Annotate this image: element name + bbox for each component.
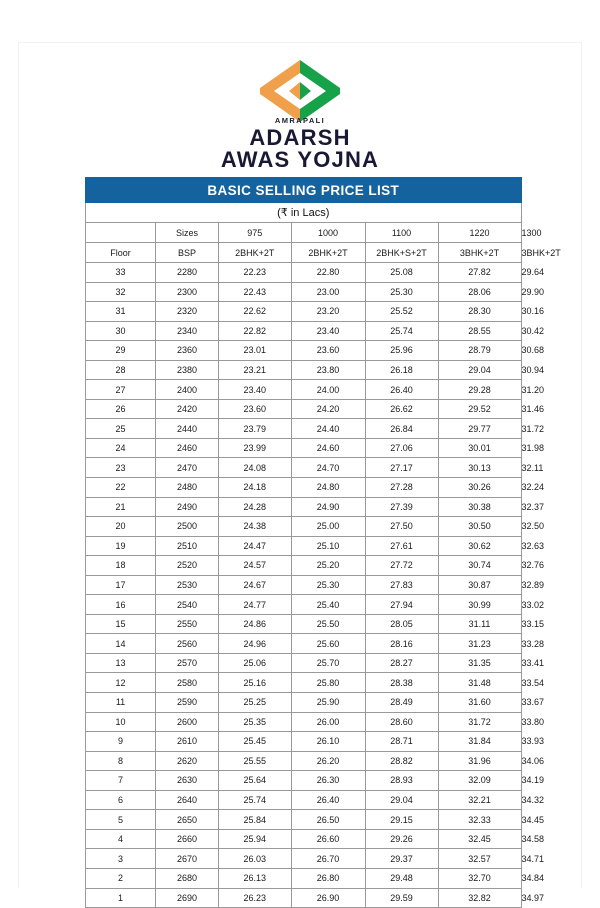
cell-bsp: 2520 xyxy=(156,556,219,576)
cell-floor: 15 xyxy=(86,614,156,634)
table-row: 16 2540 24.77 25.40 27.94 30.99 33.02 xyxy=(86,595,522,615)
cell-price-3: 30.99 xyxy=(438,595,521,615)
cell-bsp: 2570 xyxy=(156,653,219,673)
cell-floor: 11 xyxy=(86,693,156,713)
table-unit-row xyxy=(86,203,522,223)
cell-price-0: 25.64 xyxy=(219,771,292,791)
cell-price-3: 31.72 xyxy=(438,712,521,732)
table-row: 14 2560 24.96 25.60 28.16 31.23 33.28 xyxy=(86,634,522,654)
cell-price-2: 27.50 xyxy=(365,517,438,537)
cell-floor: 22 xyxy=(86,478,156,498)
cell-price-0: 24.08 xyxy=(219,458,292,478)
header-blank-cell xyxy=(86,223,156,243)
table-row: 28 2380 23.21 23.80 26.18 29.04 30.94 xyxy=(86,360,522,380)
cell-price-2: 25.52 xyxy=(365,302,438,322)
brand-logo xyxy=(0,60,600,172)
table-row: 11 2590 25.25 25.90 28.49 31.60 33.67 xyxy=(86,693,522,713)
cell-price-0: 25.84 xyxy=(219,810,292,830)
cell-price-2: 26.84 xyxy=(365,419,438,439)
cell-price-2: 25.96 xyxy=(365,341,438,361)
cell-price-1: 23.80 xyxy=(291,360,365,380)
cell-bsp: 2600 xyxy=(156,712,219,732)
cell-price-2: 28.93 xyxy=(365,771,438,791)
table-row: 1 2690 26.23 26.90 29.59 32.82 34.97 xyxy=(86,888,522,908)
table-unit-note: (₹ in Lacs) xyxy=(86,203,522,223)
cell-bsp: 2560 xyxy=(156,634,219,654)
cell-price-3: 29.04 xyxy=(438,360,521,380)
cell-price-0: 22.43 xyxy=(219,282,292,302)
brand-name-line1: ADARSH xyxy=(249,125,351,150)
table-row: 31 2320 22.62 23.20 25.52 28.30 30.16 xyxy=(86,302,522,322)
cell-price-2: 26.40 xyxy=(365,380,438,400)
cell-price-1: 23.40 xyxy=(291,321,365,341)
cell-price-1: 24.90 xyxy=(291,497,365,517)
cell-price-3: 30.74 xyxy=(438,556,521,576)
header-size-1100: 1100 xyxy=(365,223,438,243)
cell-bsp: 2610 xyxy=(156,732,219,752)
cell-price-0: 23.01 xyxy=(219,341,292,361)
cell-price-2: 28.16 xyxy=(365,634,438,654)
cell-price-0: 23.79 xyxy=(219,419,292,439)
cell-price-1: 26.70 xyxy=(291,849,365,869)
cell-bsp: 2680 xyxy=(156,868,219,888)
cell-floor: 20 xyxy=(86,517,156,537)
cell-price-0: 26.13 xyxy=(219,868,292,888)
cell-floor: 27 xyxy=(86,380,156,400)
table-row: 24 2460 23.99 24.60 27.06 30.01 31.98 xyxy=(86,438,522,458)
cell-floor: 32 xyxy=(86,282,156,302)
cell-price-0: 25.06 xyxy=(219,653,292,673)
cell-price-2: 28.71 xyxy=(365,732,438,752)
cell-bsp: 2650 xyxy=(156,810,219,830)
cell-price-1: 25.00 xyxy=(291,517,365,537)
cell-price-3: 29.77 xyxy=(438,419,521,439)
cell-price-0: 24.86 xyxy=(219,614,292,634)
cell-bsp: 2590 xyxy=(156,693,219,713)
cell-floor: 16 xyxy=(86,595,156,615)
cell-price-3: 30.01 xyxy=(438,438,521,458)
cell-floor: 12 xyxy=(86,673,156,693)
table-row: 23 2470 24.08 24.70 27.17 30.13 32.11 xyxy=(86,458,522,478)
amrapali-logo-mark xyxy=(260,60,340,125)
cell-floor: 19 xyxy=(86,536,156,556)
cell-price-2: 27.61 xyxy=(365,536,438,556)
cell-price-2: 27.39 xyxy=(365,497,438,517)
cell-price-2: 29.26 xyxy=(365,829,438,849)
cell-price-0: 24.77 xyxy=(219,595,292,615)
cell-price-3: 28.79 xyxy=(438,341,521,361)
cell-price-2: 28.27 xyxy=(365,653,438,673)
table-row: 33 2280 22.23 22.80 25.08 27.82 29.64 xyxy=(86,263,522,283)
cell-price-0: 26.03 xyxy=(219,849,292,869)
cell-price-2: 27.17 xyxy=(365,458,438,478)
cell-price-2: 29.04 xyxy=(365,790,438,810)
cell-price-2: 27.06 xyxy=(365,438,438,458)
cell-price-0: 24.18 xyxy=(219,478,292,498)
cell-bsp: 2470 xyxy=(156,458,219,478)
cell-price-2: 26.18 xyxy=(365,360,438,380)
cell-bsp: 2300 xyxy=(156,282,219,302)
cell-price-0: 23.60 xyxy=(219,399,292,419)
table-row: 3 2670 26.03 26.70 29.37 32.57 34.71 xyxy=(86,849,522,869)
cell-price-1: 26.80 xyxy=(291,868,365,888)
cell-bsp: 2480 xyxy=(156,478,219,498)
table-row: 26 2420 23.60 24.20 26.62 29.52 31.46 xyxy=(86,399,522,419)
cell-floor: 6 xyxy=(86,790,156,810)
table-row: 10 2600 25.35 26.00 28.60 31.72 33.80 xyxy=(86,712,522,732)
cell-floor: 4 xyxy=(86,829,156,849)
header-types-row: Floor BSP 2BHK+2T 2BHK+2T 2BHK+S+2T 3BHK+2T 3BHK+2T xyxy=(86,243,522,263)
cell-bsp: 2360 xyxy=(156,341,219,361)
header-sizes-row: Sizes 975 1000 1100 1220 1300 xyxy=(86,223,522,243)
basic-selling-price-table xyxy=(85,177,561,908)
table-row: 20 2500 24.38 25.00 27.50 30.50 32.50 xyxy=(86,517,522,537)
cell-bsp: 2400 xyxy=(156,380,219,400)
cell-floor: 28 xyxy=(86,360,156,380)
header-sizes-label: Sizes xyxy=(156,223,219,243)
cell-price-1: 25.60 xyxy=(291,634,365,654)
cell-floor: 26 xyxy=(86,399,156,419)
header-type-1220: 3BHK+2T xyxy=(438,243,521,263)
table-row: 8 2620 25.55 26.20 28.82 31.96 34.06 xyxy=(86,751,522,771)
cell-price-0: 25.35 xyxy=(219,712,292,732)
cell-price-1: 24.20 xyxy=(291,399,365,419)
cell-bsp: 2490 xyxy=(156,497,219,517)
cell-price-1: 24.80 xyxy=(291,478,365,498)
price-list-container xyxy=(85,177,561,908)
cell-floor: 29 xyxy=(86,341,156,361)
table-row: 27 2400 23.40 24.00 26.40 29.28 31.20 xyxy=(86,380,522,400)
cell-bsp: 2540 xyxy=(156,595,219,615)
cell-price-0: 26.23 xyxy=(219,888,292,908)
cell-price-3: 31.35 xyxy=(438,653,521,673)
cell-floor: 31 xyxy=(86,302,156,322)
cell-price-3: 30.38 xyxy=(438,497,521,517)
table-row: 25 2440 23.79 24.40 26.84 29.77 31.72 xyxy=(86,419,522,439)
cell-bsp: 2420 xyxy=(156,399,219,419)
cell-price-3: 32.33 xyxy=(438,810,521,830)
cell-price-2: 25.30 xyxy=(365,282,438,302)
cell-floor: 3 xyxy=(86,849,156,869)
cell-floor: 2 xyxy=(86,868,156,888)
header-size-975: 975 xyxy=(219,223,292,243)
cell-price-0: 24.28 xyxy=(219,497,292,517)
table-title: BASIC SELLING PRICE LIST xyxy=(86,178,522,203)
cell-floor: 33 xyxy=(86,263,156,283)
cell-price-1: 26.40 xyxy=(291,790,365,810)
cell-price-2: 25.74 xyxy=(365,321,438,341)
cell-price-1: 26.20 xyxy=(291,751,365,771)
table-row: 19 2510 24.47 25.10 27.61 30.62 32.63 xyxy=(86,536,522,556)
cell-price-3: 28.06 xyxy=(438,282,521,302)
cell-price-2: 27.83 xyxy=(365,575,438,595)
cell-price-1: 25.20 xyxy=(291,556,365,576)
cell-price-3: 32.57 xyxy=(438,849,521,869)
table-row: 5 2650 25.84 26.50 29.15 32.33 34.45 xyxy=(86,810,522,830)
cell-price-3: 31.11 xyxy=(438,614,521,634)
cell-price-1: 26.90 xyxy=(291,888,365,908)
cell-bsp: 2620 xyxy=(156,751,219,771)
cell-price-2: 27.72 xyxy=(365,556,438,576)
cell-price-0: 22.23 xyxy=(219,263,292,283)
cell-price-2: 28.05 xyxy=(365,614,438,634)
cell-price-0: 25.16 xyxy=(219,673,292,693)
cell-floor: 30 xyxy=(86,321,156,341)
cell-bsp: 2380 xyxy=(156,360,219,380)
table-row: 12 2580 25.16 25.80 28.38 31.48 33.54 xyxy=(86,673,522,693)
brand-name-line2: AWAS YOJNA xyxy=(220,147,380,173)
cell-price-3: 30.87 xyxy=(438,575,521,595)
cell-price-2: 29.59 xyxy=(365,888,438,908)
cell-bsp: 2660 xyxy=(156,829,219,849)
cell-price-3: 32.82 xyxy=(438,888,521,908)
header-type-1000: 2BHK+2T xyxy=(291,243,365,263)
cell-floor: 9 xyxy=(86,732,156,752)
cell-price-3: 30.62 xyxy=(438,536,521,556)
cell-bsp: 2690 xyxy=(156,888,219,908)
cell-price-2: 29.15 xyxy=(365,810,438,830)
cell-price-3: 28.55 xyxy=(438,321,521,341)
cell-bsp: 2550 xyxy=(156,614,219,634)
cell-price-2: 26.62 xyxy=(365,399,438,419)
table-row: 2 2680 26.13 26.80 29.48 32.70 34.84 xyxy=(86,868,522,888)
cell-price-0: 25.74 xyxy=(219,790,292,810)
table-row: 13 2570 25.06 25.70 28.27 31.35 33.41 xyxy=(86,653,522,673)
cell-bsp: 2580 xyxy=(156,673,219,693)
cell-floor: 7 xyxy=(86,771,156,791)
cell-price-0: 23.21 xyxy=(219,360,292,380)
cell-price-0: 24.57 xyxy=(219,556,292,576)
cell-bsp: 2340 xyxy=(156,321,219,341)
table-row: 32 2300 22.43 23.00 25.30 28.06 29.90 xyxy=(86,282,522,302)
cell-price-2: 28.49 xyxy=(365,693,438,713)
table-title-row xyxy=(86,178,522,203)
cell-price-1: 23.20 xyxy=(291,302,365,322)
cell-price-3: 31.23 xyxy=(438,634,521,654)
cell-price-0: 25.94 xyxy=(219,829,292,849)
cell-price-0: 22.62 xyxy=(219,302,292,322)
cell-price-3: 32.09 xyxy=(438,771,521,791)
cell-bsp: 2440 xyxy=(156,419,219,439)
cell-price-1: 23.00 xyxy=(291,282,365,302)
cell-floor: 21 xyxy=(86,497,156,517)
cell-price-1: 26.00 xyxy=(291,712,365,732)
cell-floor: 10 xyxy=(86,712,156,732)
cell-price-1: 26.50 xyxy=(291,810,365,830)
cell-bsp: 2500 xyxy=(156,517,219,537)
cell-price-3: 31.60 xyxy=(438,693,521,713)
cell-floor: 17 xyxy=(86,575,156,595)
table-row: 9 2610 25.45 26.10 28.71 31.84 33.93 xyxy=(86,732,522,752)
cell-floor: 23 xyxy=(86,458,156,478)
cell-price-3: 27.82 xyxy=(438,263,521,283)
cell-price-3: 28.30 xyxy=(438,302,521,322)
header-bsp-label: BSP xyxy=(156,243,219,263)
cell-price-0: 23.99 xyxy=(219,438,292,458)
table-row: 29 2360 23.01 23.60 25.96 28.79 30.68 xyxy=(86,341,522,361)
cell-price-2: 27.94 xyxy=(365,595,438,615)
table-row: 21 2490 24.28 24.90 27.39 30.38 32.37 xyxy=(86,497,522,517)
cell-floor: 24 xyxy=(86,438,156,458)
brand-name xyxy=(221,127,379,172)
cell-price-2: 28.38 xyxy=(365,673,438,693)
cell-bsp: 2510 xyxy=(156,536,219,556)
cell-price-3: 31.48 xyxy=(438,673,521,693)
cell-price-1: 26.30 xyxy=(291,771,365,791)
cell-floor: 18 xyxy=(86,556,156,576)
cell-price-3: 29.52 xyxy=(438,399,521,419)
cell-price-0: 22.82 xyxy=(219,321,292,341)
cell-price-1: 25.10 xyxy=(291,536,365,556)
table-row: 7 2630 25.64 26.30 28.93 32.09 34.19 xyxy=(86,771,522,791)
cell-price-0: 23.40 xyxy=(219,380,292,400)
table-row: 17 2530 24.67 25.30 27.83 30.87 32.89 xyxy=(86,575,522,595)
table-row: 15 2550 24.86 25.50 28.05 31.11 33.15 xyxy=(86,614,522,634)
cell-price-1: 24.70 xyxy=(291,458,365,478)
cell-price-3: 31.84 xyxy=(438,732,521,752)
cell-bsp: 2320 xyxy=(156,302,219,322)
table-row: 6 2640 25.74 26.40 29.04 32.21 34.32 xyxy=(86,790,522,810)
brand-amrapali-text: AMRAPALI xyxy=(274,116,326,125)
cell-floor: 25 xyxy=(86,419,156,439)
cell-price-3: 30.26 xyxy=(438,478,521,498)
table-row: 30 2340 22.82 23.40 25.74 28.55 30.42 xyxy=(86,321,522,341)
cell-price-3: 30.13 xyxy=(438,458,521,478)
cell-price-2: 28.60 xyxy=(365,712,438,732)
cell-price-3: 30.50 xyxy=(438,517,521,537)
cell-price-1: 25.30 xyxy=(291,575,365,595)
cell-price-2: 27.28 xyxy=(365,478,438,498)
cell-price-1: 22.80 xyxy=(291,263,365,283)
cell-floor: 8 xyxy=(86,751,156,771)
cell-bsp: 2630 xyxy=(156,771,219,791)
cell-price-0: 24.96 xyxy=(219,634,292,654)
cell-bsp: 2670 xyxy=(156,849,219,869)
cell-price-1: 25.80 xyxy=(291,673,365,693)
cell-floor: 14 xyxy=(86,634,156,654)
cell-bsp: 2530 xyxy=(156,575,219,595)
cell-floor: 13 xyxy=(86,653,156,673)
cell-floor: 5 xyxy=(86,810,156,830)
cell-price-3: 29.28 xyxy=(438,380,521,400)
cell-price-2: 29.48 xyxy=(365,868,438,888)
cell-price-1: 25.70 xyxy=(291,653,365,673)
table-row: 18 2520 24.57 25.20 27.72 30.74 32.76 xyxy=(86,556,522,576)
cell-price-1: 25.50 xyxy=(291,614,365,634)
cell-price-0: 24.38 xyxy=(219,517,292,537)
cell-price-2: 25.08 xyxy=(365,263,438,283)
cell-bsp: 2460 xyxy=(156,438,219,458)
cell-price-0: 25.25 xyxy=(219,693,292,713)
cell-price-1: 25.40 xyxy=(291,595,365,615)
cell-price-3: 32.45 xyxy=(438,829,521,849)
cell-bsp: 2280 xyxy=(156,263,219,283)
header-type-975: 2BHK+2T xyxy=(219,243,292,263)
header-floor-label: Floor xyxy=(86,243,156,263)
cell-price-1: 24.00 xyxy=(291,380,365,400)
cell-price-0: 25.45 xyxy=(219,732,292,752)
header-size-1220: 1220 xyxy=(438,223,521,243)
cell-bsp: 2640 xyxy=(156,790,219,810)
cell-price-1: 25.90 xyxy=(291,693,365,713)
cell-price-1: 24.40 xyxy=(291,419,365,439)
header-size-1000: 1000 xyxy=(291,223,365,243)
cell-price-1: 26.10 xyxy=(291,732,365,752)
header-type-1100: 2BHK+S+2T xyxy=(365,243,438,263)
cell-price-3: 32.21 xyxy=(438,790,521,810)
cell-price-3: 31.96 xyxy=(438,751,521,771)
cell-price-2: 28.82 xyxy=(365,751,438,771)
cell-price-3: 32.70 xyxy=(438,868,521,888)
cell-price-0: 25.55 xyxy=(219,751,292,771)
cell-price-0: 24.67 xyxy=(219,575,292,595)
table-row: 4 2660 25.94 26.60 29.26 32.45 34.58 xyxy=(86,829,522,849)
cell-floor: 1 xyxy=(86,888,156,908)
cell-price-0: 24.47 xyxy=(219,536,292,556)
table-row: 22 2480 24.18 24.80 27.28 30.26 32.24 xyxy=(86,478,522,498)
cell-price-1: 23.60 xyxy=(291,341,365,361)
cell-price-1: 26.60 xyxy=(291,829,365,849)
cell-price-2: 29.37 xyxy=(365,849,438,869)
cell-price-1: 24.60 xyxy=(291,438,365,458)
